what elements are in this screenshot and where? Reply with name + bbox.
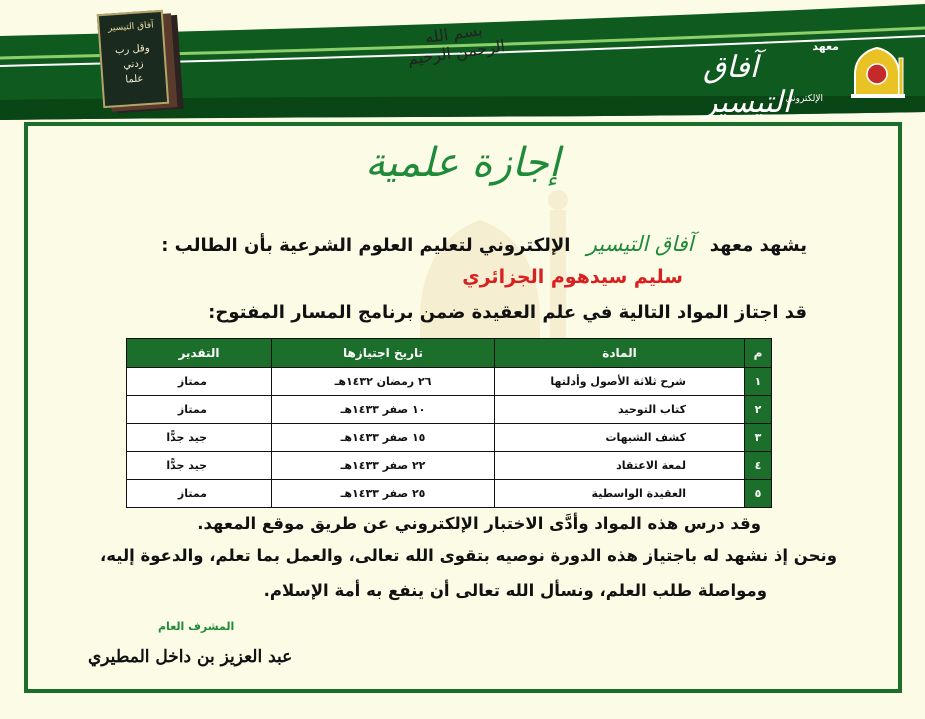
pass-date: ١٥ صفر ١٤٣٣هـ [272, 424, 495, 452]
course-name: العقيدة الواسطية [495, 480, 745, 508]
mosque-emblem-icon [847, 44, 907, 104]
book-cover-title: آفاق التيسير [107, 20, 154, 34]
institute-label: معهد [812, 40, 839, 53]
courses-table [126, 338, 772, 508]
table-header-row [127, 339, 772, 368]
recommendation-line-1: ونحن إذ نشهد له باجتياز هذه الدورة نوصيه بتقوى الله تعالى، والعمل بما تعلم، والدعوة إليه، [99, 546, 837, 565]
pass-date: ٢٢ صفر ١٤٣٣هـ [272, 452, 495, 480]
grade: جيد جدًّا [127, 424, 272, 452]
book-cover-line: وقل رب [114, 42, 150, 57]
recommendation-line-2: ومواصلة طلب العلم، ونسأل الله تعالى أن ينفع به أمة الإسلام. [263, 581, 767, 600]
grade: ممتاز [127, 480, 272, 508]
grade: ممتاز [127, 396, 272, 424]
pass-date: ١٠ صفر ١٤٣٣هـ [272, 396, 495, 424]
table-row [127, 480, 772, 508]
passed-courses-line: قد اجتاز المواد التالية في علم العقيدة ضمن برنامج المسار المفتوح: [208, 302, 807, 323]
pass-date: ٢٥ صفر ١٤٣٣هـ [272, 480, 495, 508]
book-cover-image [97, 10, 169, 108]
header-banner [0, 0, 925, 122]
row-number: ٤ [745, 452, 772, 480]
certificate-title: إجازة علمية [365, 140, 560, 186]
grade: ممتاز [127, 368, 272, 396]
basmala-calligraphy: بسم الله الرحمن الرحيم [406, 20, 507, 69]
table-row [127, 452, 772, 480]
supervisor-title: المشرف العام [158, 620, 235, 633]
testimony-prefix: يشهد معهد [709, 235, 807, 256]
book-cover-text [101, 40, 166, 89]
pass-date: ٢٦ رمضان ١٤٣٢هـ [272, 368, 495, 396]
row-number: ٥ [745, 480, 772, 508]
row-number: ١ [745, 368, 772, 396]
study-statement: وقد درس هذه المواد وأدَّى الاختبار الإلكتروني عن طريق موقع المعهد. [197, 514, 761, 533]
supervisor-name: عبد العزيز بن داخل المطيري [88, 647, 293, 667]
book-cover-line: علما [125, 73, 144, 86]
course-name: كتاب التوحيد [495, 396, 745, 424]
institute-inline-name: آفاق التيسير [586, 232, 694, 256]
student-name: سليم سيدهوم الجزائري [462, 266, 683, 288]
course-name: لمعة الاعتقاد [495, 452, 745, 480]
course-name: كشف الشبهات [495, 424, 745, 452]
table-row [127, 368, 772, 396]
testimony-suffix: الإلكتروني لتعليم العلوم الشرعية بأن الطالب : [161, 235, 571, 256]
table-row [127, 396, 772, 424]
col-header-grade: التقدير [127, 339, 272, 368]
institute-subtitle: الإلكتروني [785, 94, 823, 104]
grade: جيد جدًّا [127, 452, 272, 480]
book-cover-line: زدني [122, 58, 144, 71]
institute-logo [703, 20, 913, 120]
testimony-line [161, 232, 807, 256]
table-row [127, 424, 772, 452]
col-header-course: المادة [495, 339, 745, 368]
course-name: شرح ثلاثة الأصول وأدلتها [495, 368, 745, 396]
col-header-date: تاريخ اجتيازها [272, 339, 495, 368]
institute-name: آفاق التيسير [703, 50, 791, 120]
col-header-num: م [745, 339, 772, 368]
row-number: ٣ [745, 424, 772, 452]
row-number: ٢ [745, 396, 772, 424]
